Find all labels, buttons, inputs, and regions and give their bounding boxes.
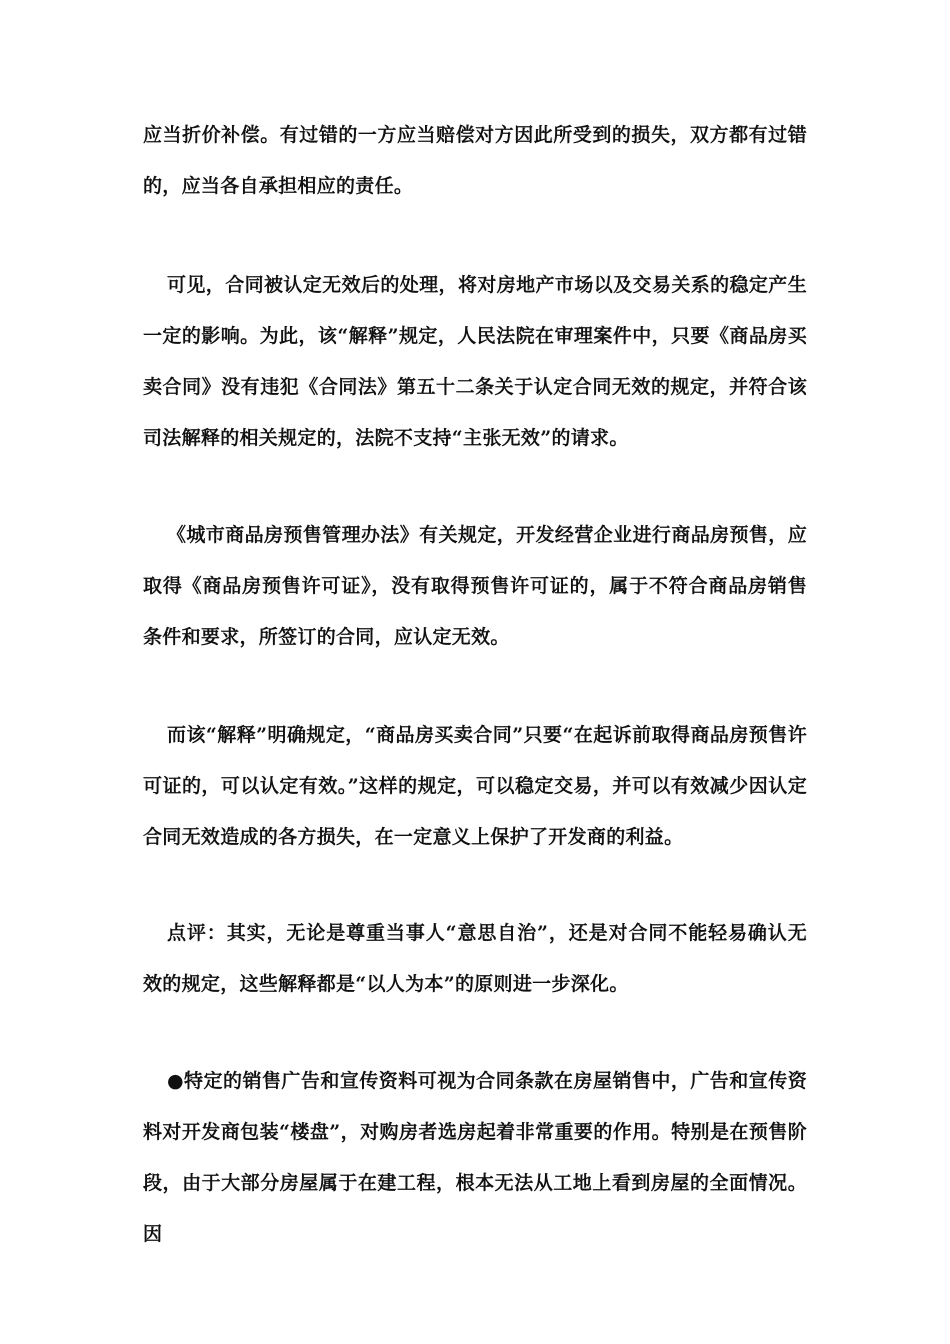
paragraph-6: ●特定的销售广告和宣传资料可视为合同条款在房屋销售中，广告和宣传资料对开发商包装“楼盘”，对购房者选房起着非常重要的作用。特别是在预售阶段，由于大部分房屋属于在建工程，根本无法从工地上看到房屋的全面情况。因 (143, 1070, 807, 1245)
paragraph-4: 而该“解释”明确规定，“商品房买卖合同”只要“在起诉前取得商品房预售许可证的，可以认定有效。”这样的规定，可以稳定交易，并可以有效减少因认定合同无效造成的各方损失，在一定意义上保护了开发商的利益。 (143, 724, 807, 848)
paragraph-1: 应当折价补偿。有过错的一方应当赔偿对方因此所受到的损失，双方都有过错的，应当各自承担相应的责任。 (143, 124, 807, 197)
paragraph-3: 《城市商品房预售管理办法》有关规定，开发经营企业进行商品房预售，应取得《商品房预售许可证》，没有取得预售许可证的，属于不符合商品房销售条件和要求，所签订的合同，应认定无效。 (143, 524, 807, 648)
paragraph-2: 可见，合同被认定无效后的处理，将对房地产市场以及交易关系的稳定产生一定的影响。为此，该“解释”规定，人民法院在审理案件中，只要《商品房买卖合同》没有违犯《合同法》第五十二条关于认定合同无效的规定，并符合该司法解释的相关规定的，法院不支持“主张无效”的请求。 (143, 274, 807, 449)
paragraph-5: 点评：其实，无论是尊重当事人“意思自治”，还是对合同不能轻易确认无效的规定，这些解释都是“以人为本”的原则进一步深化。 (143, 922, 807, 995)
